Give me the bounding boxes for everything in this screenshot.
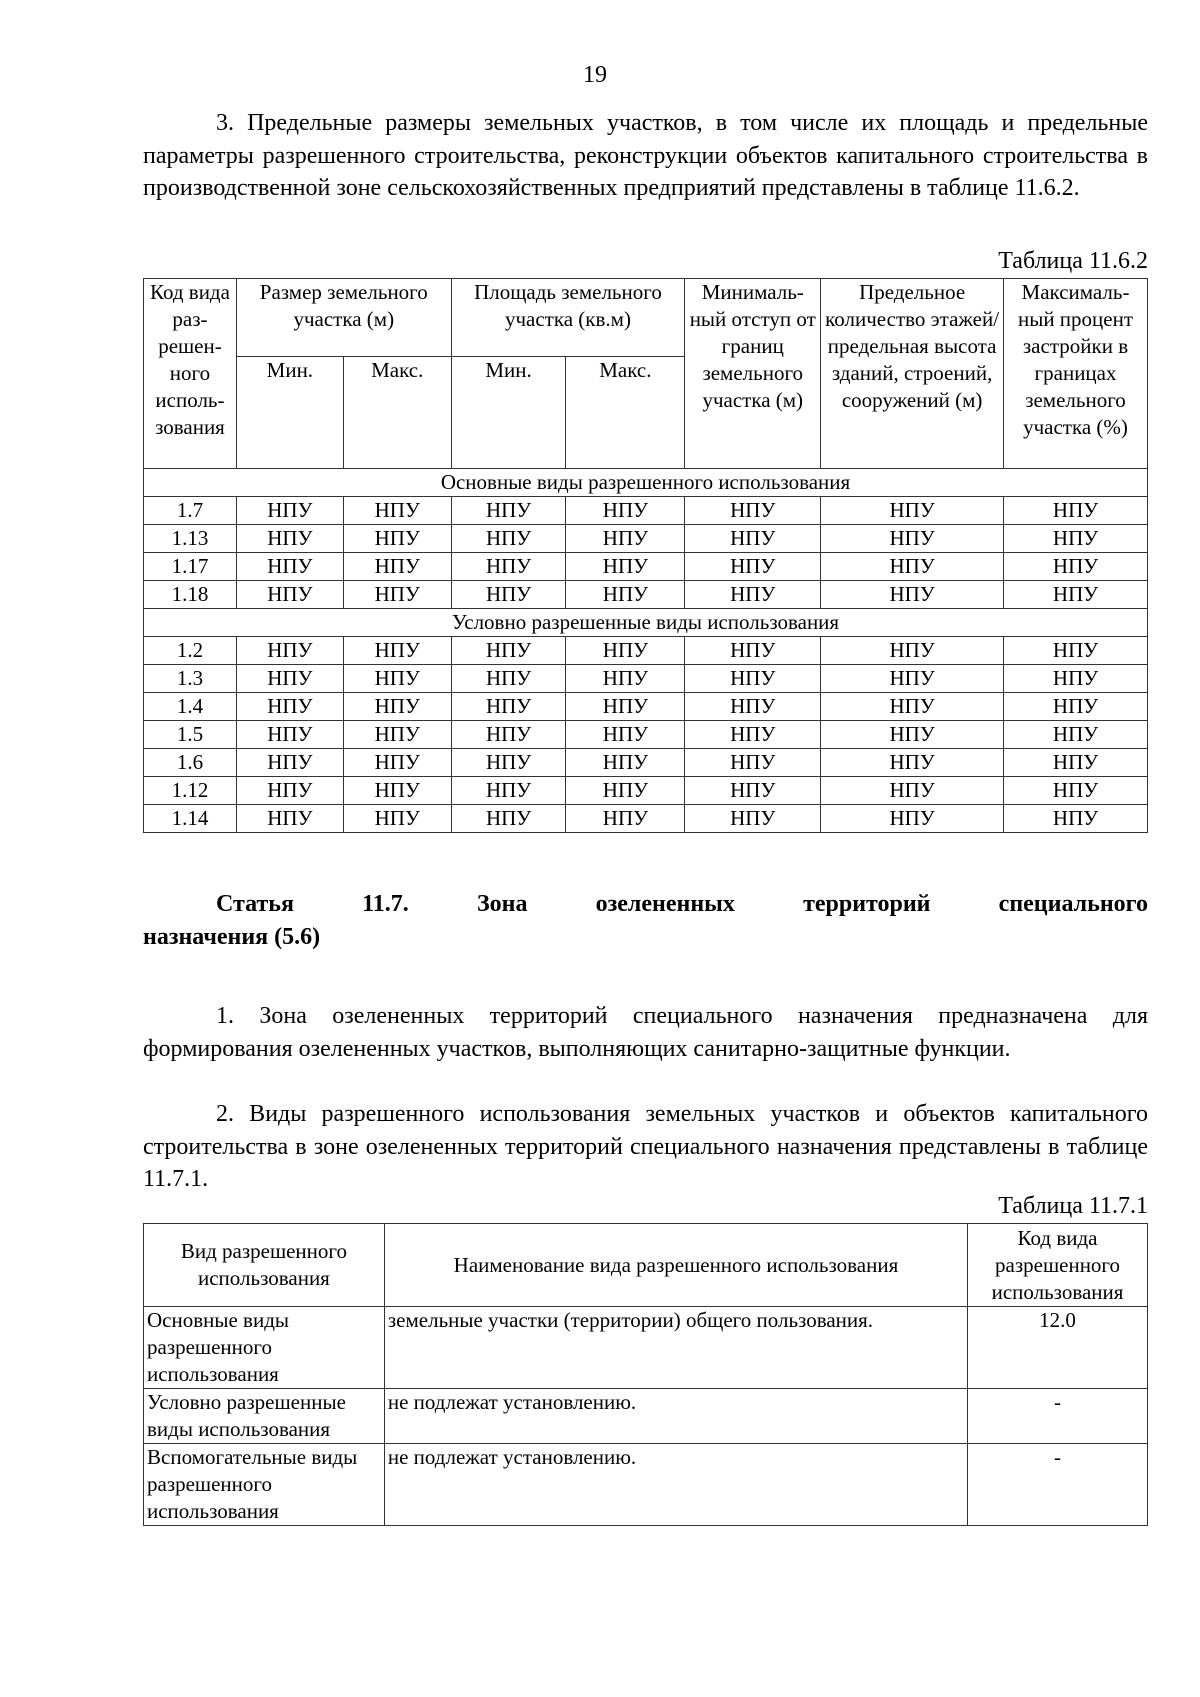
table-row (144, 525, 1148, 553)
section-main-row: Основные виды разрешенного использования (144, 469, 1148, 497)
cell-value: НПУ (821, 777, 1004, 805)
header-coverage: Максималь-ный процент застройки в границах земельного участка (%) (1004, 279, 1148, 469)
cell-kind: Условно разрешенные виды использования (144, 1389, 385, 1444)
cell-value: НПУ (343, 777, 451, 805)
cell-value: НПУ (566, 721, 685, 749)
heading-word: Статья (216, 891, 294, 917)
paragraph-zone-purpose: 1. Зона озелененных территорий специального назначения предназначена для формирования озелененных участков, выполняющих санитарно-защитные функции. (143, 1003, 1148, 1062)
section-conditional-row: Условно разрешенные виды использования (144, 609, 1148, 637)
header-area: Площадь земельного участка (кв.м) (451, 279, 685, 357)
cell-value: НПУ (1004, 749, 1148, 777)
cell-value: НПУ (566, 777, 685, 805)
header-size-max: Макс. (343, 357, 451, 469)
cell-code: 12.0 (968, 1307, 1148, 1389)
cell-name: не подлежат установлению. (384, 1444, 967, 1526)
cell-value: НПУ (685, 749, 821, 777)
header-size-min: Мин. (236, 357, 343, 469)
cell-value: НПУ (566, 805, 685, 833)
table-row (144, 805, 1148, 833)
cell-value: НПУ (343, 805, 451, 833)
cell-value: НПУ (343, 553, 451, 581)
cell-value: НПУ (685, 581, 821, 609)
cell-value: НПУ (821, 525, 1004, 553)
row-code: 1.14 (144, 805, 237, 833)
article-heading (143, 888, 1148, 953)
cell-value: НПУ (566, 553, 685, 581)
cell-value: НПУ (1004, 497, 1148, 525)
row-code: 1.12 (144, 777, 237, 805)
cell-value: НПУ (1004, 777, 1148, 805)
row-code: 1.17 (144, 553, 237, 581)
article-heading-line2: назначения (5.6) (143, 923, 321, 950)
cell-value: НПУ (1004, 721, 1148, 749)
cell-value: НПУ (451, 693, 566, 721)
row-code: 1.7 (144, 497, 237, 525)
cell-value: НПУ (451, 721, 566, 749)
table-row (144, 497, 1148, 525)
header-code-2: Код вида разрешенного использования (968, 1224, 1148, 1307)
cell-value: НПУ (1004, 525, 1148, 553)
row-code: 1.3 (144, 665, 237, 693)
header-floors: Предельное количество этажей/ предельная высота зданий, строений, сооружений (м) (821, 279, 1004, 469)
table-11-7-1 (143, 1223, 1148, 1526)
table-row (144, 581, 1148, 609)
cell-value: НПУ (685, 637, 821, 665)
table-11-6-2 (143, 278, 1148, 833)
cell-value: НПУ (236, 749, 343, 777)
cell-value: НПУ (236, 581, 343, 609)
row-code: 1.13 (144, 525, 237, 553)
cell-value: НПУ (1004, 637, 1148, 665)
cell-value: НПУ (451, 665, 566, 693)
table-row (144, 553, 1148, 581)
cell-kind: Вспомогательные виды разрешенного использования (144, 1444, 385, 1526)
cell-value: НПУ (821, 497, 1004, 525)
cell-value: НПУ (821, 721, 1004, 749)
cell-value: НПУ (566, 637, 685, 665)
cell-value: НПУ (685, 777, 821, 805)
table-11-7-1-caption: Таблица 11.7.1 (998, 1193, 1148, 1219)
cell-value: НПУ (451, 581, 566, 609)
cell-value: НПУ (566, 693, 685, 721)
row-code: 1.6 (144, 749, 237, 777)
cell-value: НПУ (1004, 693, 1148, 721)
heading-word: специального (998, 891, 1148, 917)
heading-word: 11.7. (362, 891, 409, 917)
cell-name: не подлежат установлению. (384, 1389, 967, 1444)
cell-value: НПУ (566, 581, 685, 609)
cell-value: НПУ (343, 665, 451, 693)
cell-value: НПУ (451, 553, 566, 581)
cell-value: НПУ (685, 693, 821, 721)
heading-word: озелененных (595, 891, 735, 917)
cell-value: НПУ (1004, 553, 1148, 581)
row-code: 1.4 (144, 693, 237, 721)
header-area-max: Макс. (566, 357, 685, 469)
cell-value: НПУ (236, 553, 343, 581)
table-11-6-2-body (144, 469, 1148, 833)
page-number: 19 (583, 62, 607, 88)
cell-value: НПУ (821, 637, 1004, 665)
article-heading-line1 (143, 888, 1148, 921)
cell-value: НПУ (343, 693, 451, 721)
cell-value: НПУ (236, 497, 343, 525)
cell-value: НПУ (236, 525, 343, 553)
cell-value: НПУ (1004, 805, 1148, 833)
cell-value: НПУ (236, 805, 343, 833)
cell-value: НПУ (451, 525, 566, 553)
cell-value: НПУ (821, 805, 1004, 833)
cell-value: НПУ (685, 805, 821, 833)
cell-value: НПУ (451, 777, 566, 805)
cell-value: НПУ (343, 497, 451, 525)
cell-value: НПУ (566, 525, 685, 553)
cell-value: НПУ (685, 665, 821, 693)
cell-value: НПУ (343, 721, 451, 749)
header-name: Наименование вида разрешенного использования (384, 1224, 967, 1307)
cell-value: НПУ (236, 777, 343, 805)
cell-value: НПУ (343, 749, 451, 777)
header-area-min: Мин. (451, 357, 566, 469)
paragraph-table-intro: 3. Предельные размеры земельных участков, в том числе их площадь и предельные параметры разрешенного строительства, реконструкции объектов капитального строительства в производственной зоне сельскохозяйственных предприятий представлены в таблице 11.6.2. (143, 110, 1148, 201)
cell-value: НПУ (566, 665, 685, 693)
cell-value: НПУ (821, 553, 1004, 581)
cell-value: НПУ (821, 581, 1004, 609)
cell-value: НПУ (343, 581, 451, 609)
cell-value: НПУ (451, 497, 566, 525)
table-row (144, 637, 1148, 665)
cell-value: НПУ (1004, 581, 1148, 609)
table-row (144, 777, 1148, 805)
row-code: 1.5 (144, 721, 237, 749)
header-code: Код вида раз-решен-ного исполь-зования (144, 279, 237, 469)
cell-value: НПУ (566, 497, 685, 525)
header-kind: Вид разрешенного использования (144, 1224, 385, 1307)
cell-value: НПУ (685, 525, 821, 553)
cell-value: НПУ (685, 553, 821, 581)
table-row (144, 1389, 1148, 1444)
cell-value: НПУ (236, 637, 343, 665)
table-row (144, 693, 1148, 721)
table-11-6-2-caption: Таблица 11.6.2 (998, 248, 1148, 274)
cell-value: НПУ (821, 693, 1004, 721)
cell-code: - (968, 1444, 1148, 1526)
cell-value: НПУ (236, 693, 343, 721)
cell-value: НПУ (821, 665, 1004, 693)
table-row (144, 1444, 1148, 1526)
cell-value: НПУ (685, 721, 821, 749)
cell-value: НПУ (685, 497, 821, 525)
cell-value: НПУ (236, 665, 343, 693)
row-code: 1.2 (144, 637, 237, 665)
cell-value: НПУ (343, 525, 451, 553)
row-code: 1.18 (144, 581, 237, 609)
cell-value: НПУ (821, 749, 1004, 777)
heading-word: Зона (476, 891, 528, 917)
cell-value: НПУ (451, 805, 566, 833)
table-row (144, 1307, 1148, 1389)
paragraph-table2-intro: 2. Виды разрешенного использования земельных участков и объектов капитального строительства в зоне озелененных территорий специального назначения представлены в таблице 11.7.1. (143, 1101, 1148, 1192)
cell-value: НПУ (1004, 665, 1148, 693)
table-row (144, 721, 1148, 749)
table-11-7-1-body (144, 1307, 1148, 1526)
header-size: Размер земельного участка (м) (236, 279, 451, 357)
cell-code: - (968, 1389, 1148, 1444)
table-row (144, 749, 1148, 777)
table-row (144, 665, 1148, 693)
header-setback: Минималь-ный отступ от границ земельного участка (м) (685, 279, 821, 469)
cell-name: земельные участки (территории) общего пользования. (384, 1307, 967, 1389)
cell-value: НПУ (451, 749, 566, 777)
cell-kind: Основные виды разрешенного использования (144, 1307, 385, 1389)
cell-value: НПУ (566, 749, 685, 777)
cell-value: НПУ (236, 721, 343, 749)
heading-word: территорий (803, 891, 931, 917)
cell-value: НПУ (451, 637, 566, 665)
cell-value: НПУ (343, 637, 451, 665)
